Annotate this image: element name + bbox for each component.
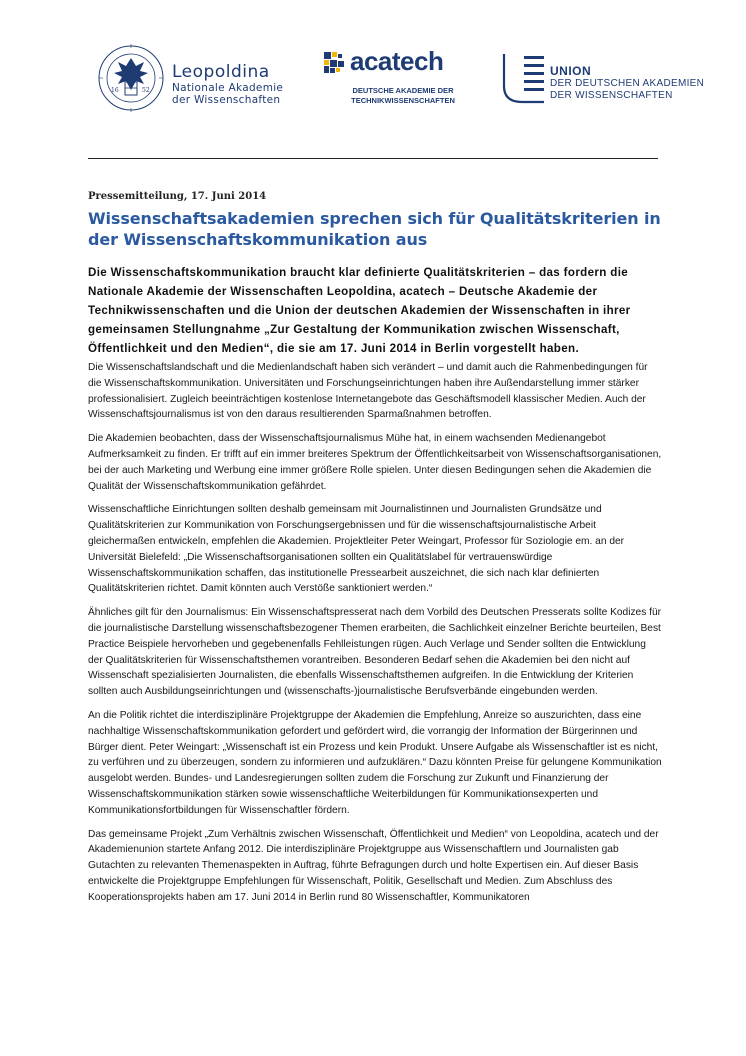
union-mark-icon — [500, 50, 544, 106]
leopoldina-wordmark — [172, 62, 283, 106]
body-paragraph: Wissenschaftliche Einrichtungen sollten deshalb gemeinsam mit Journalistinnen und Journalisten Grundsätze und Qualitätskriterien zur Kommunikation von Forschungsergebnissen und für die wissenschaftsjournalistische Arbeit gleichermaßen entwickeln, empfehlen die Akademien. Projektleiter Peter Weingart, Professor für Soziologie em. an der Universität Bielefeld: „Die Wissenschaftsorganisationen sollten ein Qualitätslabel für vertrauenswürdige Wissenschaftskommunikation schaffen, das institutionelle Pressearbeit auszeichnet, die sich nach klar definierten Qualitätskriterien richtet. Damit könnten auch Verstöße sanktioniert werden.“ — [88, 504, 625, 595]
acatech-subtitle — [333, 86, 473, 105]
press-release-lead: Die Wissenschaftskommunikation braucht klar definierte Qualitätskriterien – das fordern die Nationale Akademie der Wissenschaften Leopoldina, acatech – Deutsche Akademie der Technikwissenschaften und die Union der deutschen Akademien der Wissenschaften in ihrer gemeinsamen Stellungnahme „Zur Gestaltung der Kommunikation zwischen Wissenschaft, Öffentlichkeit und den Medien“, die sie am 17. Juni 2014 in Berlin vorgestellt haben. — [88, 266, 631, 355]
press-release-dateline: Pressemitteilung, 17. Juni 2014 — [88, 191, 267, 202]
union-wordmark — [550, 64, 704, 102]
leopoldina-seal-icon — [96, 40, 166, 120]
union-subtitle-2: DER WISSENSCHAFTEN — [550, 90, 673, 101]
union-subtitle-1: DER DEUTSCHEN AKADEMIEN — [550, 78, 705, 89]
acatech-subtitle-2: TECHNIKWISSENSCHAFTEN — [351, 95, 455, 105]
press-release-headline: Wissenschaftsakademien sprechen sich für Qualitätskriterien in der Wissenschaftskommunikation aus — [88, 209, 661, 249]
leopoldina-subtitle-2: der Wissenschaften — [172, 94, 281, 106]
header-divider — [88, 158, 658, 159]
body-paragraph: Die Akademien beobachten, dass der Wissenschaftsjournalismus Mühe hat, in einem wachsenden Medienangebot Aufmerksamkeit zu finden. Er trifft auf ein immer breiteres Spektrum der Öffentlichkeitsarbeit von Wissenschaftsorganisationen, bei der auch Marketing und Werbung eine immer größere Rolle spielen. Unter diesen Bedingungen sehen die Akademien die Qualität der Wissenschaftskommunikation gefährdet. — [88, 433, 662, 492]
acatech-name: acatech — [350, 46, 444, 76]
body-paragraph: Das gemeinsame Projekt „Zum Verhältnis zwischen Wissenschaft, Öffentlichkeit und Medien“ von Leopoldina, acatech und der Akademienunion startete Anfang 2012. Die interdisziplinäre Projektgruppe aus Wissenschaftlern und Journalisten gab Gutachten zu relevanten Themenaspekten in Auftrag, führte Befragungen durch und holte Expertisen ein. Auf dieser Basis entwickelte die Projektgruppe Empfehlungen für Wissenschaft, Politik, Gesellschaft und Medien. Zum Abschluss des Kooperationsprojekts haben am 17. Juni 2014 in Berlin rund 80 Wissenschaftler, Kommunikatoren — [88, 828, 659, 903]
body-paragraph: An die Politik richtet die interdisziplinäre Projektgruppe der Akademien die Empfehlung, Anreize so auszurichten, dass eine nachhaltige Wissenschaftskommunikation gefordert und gefördert wird, die vorrangig der Information der Bürgerinnen und Bürger dient. Peter Weingart: „Wissenschaft ist ein Prozess und kein Produkt. Unsere Aufgabe als Wissenschaftler ist es nicht, zu verführen und zu überzeugen, sondern zu informieren und aufzuklären.“ Dazu könnten Preise für gelungene Kommunikation ausgelobt werden. Bundes- und Landesregierungen sollten zudem die Forschung zur Zukunft und Finanzierung der Wissenschaftskommunikation stärken sowie wissenschaftliche Weiterbildungen für Kommunikationsexperten und Kommunikationsfortbildungen für Wissenschaftler fördern. — [88, 709, 662, 816]
union-name: UNION — [550, 64, 592, 78]
leopoldina-subtitle-1: Nationale Akademie — [172, 82, 284, 94]
acatech-subtitle-1: DEUTSCHE AKADEMIE DER — [352, 86, 454, 95]
logo-header — [0, 40, 746, 120]
acatech-mark-icon — [324, 52, 346, 74]
leopoldina-name: Leopoldina — [172, 62, 270, 82]
seal-year-right: 52 — [142, 87, 150, 94]
press-release-body — [88, 191, 663, 906]
seal-year-left: 16 — [111, 87, 119, 94]
body-paragraph: Ähnliches gilt für den Journalismus: Ein Wissenschaftspresserat nach dem Vorbild des Deutschen Presserats sollte Kodizes für die journalistische Darstellung wissenschaftsbezogener Themen erarbeiten, die Sachlichkeit einzelner Berichte beurteilen, Best Practice Beispiele hervorheben und gegebenenfalls Fehlleistungen rügen. Auch Verlage und Sender sollten die Entwicklung der Qualitätskriterien für Wissenschaftsthemen vorantreiben. Besonderen Bedarf sehen die Akademien bei den nicht auf Wissenschaft spezialisierten Journalisten, die ebenfalls Wissenschaftsthemen aufgreifen. In die Entwicklung der Kriterien sollten auch Ausbildungseinrichtungen und (wissenschafts-)journalistische Berufsverbände eingebunden werden. — [88, 607, 662, 698]
body-paragraph: Die Wissenschaftslandschaft und die Medienlandschaft haben sich verändert – und damit auch die Rahmenbedingungen für die Wissenschaftskommunikation. Universitäten und Forschungseinrichtungen haben ihre Außendarstellung immer stärker professionalisiert. Zugleich beeinträchtigen kostenlose Internetangebote das Geschäftsmodell klassischer Medien. Auch der Wissenschaftsjournalismus ist von den daraus resultierenden Sparmaßnahmen betroffen. — [88, 362, 648, 421]
